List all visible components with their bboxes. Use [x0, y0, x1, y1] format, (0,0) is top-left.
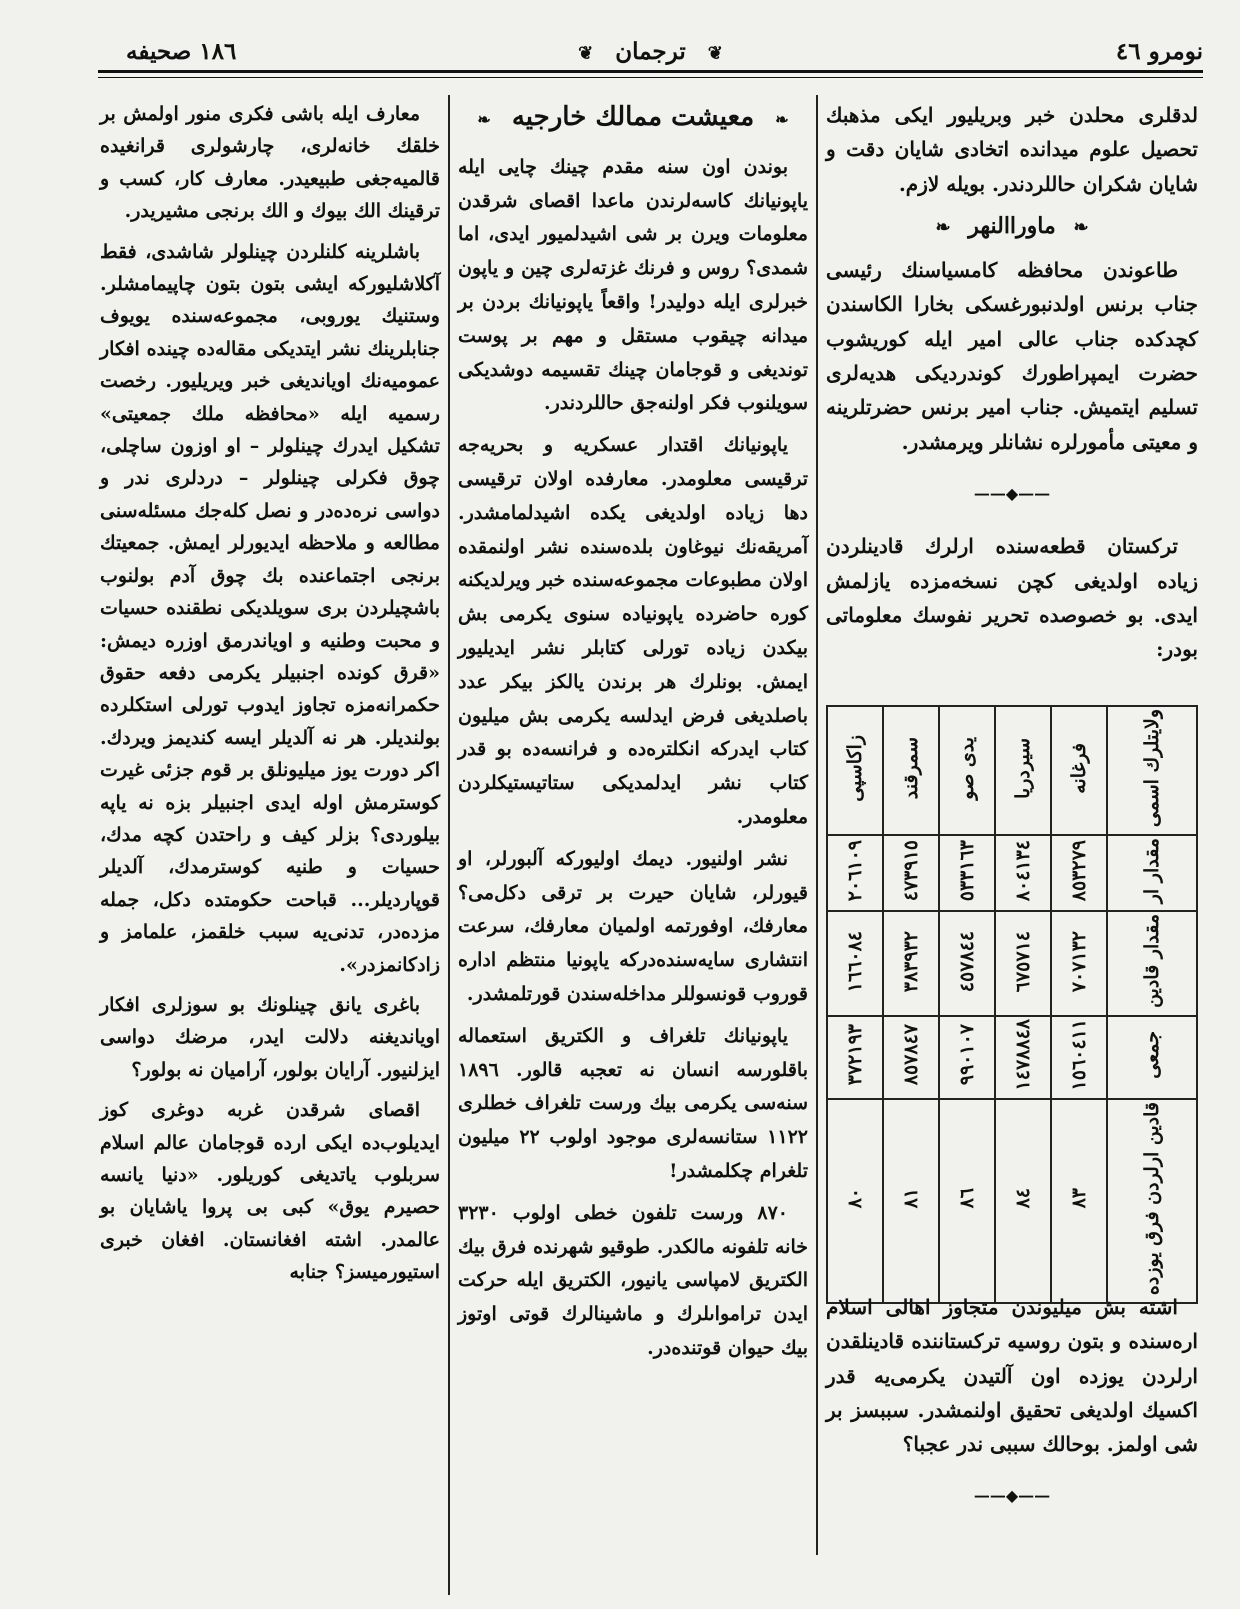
table-row	[827, 1016, 1197, 1098]
separator: ——◆——	[973, 483, 1051, 503]
table-cell: ١٥٦٠٤١١	[1051, 1016, 1107, 1098]
table-cell: ٩٩٠١٠٧	[939, 1016, 995, 1098]
table-header-cell: قادین ارلردن فرق یوزده	[1107, 1099, 1197, 1303]
ornament-icon: ❦	[707, 43, 723, 64]
table-header-cell: مقدار قادین	[1107, 911, 1197, 1016]
paragraph: بوندن اون سنه مقدم چینك چایی ایله یاپونیانك کاسه‌لرندن ماعدا اقصای شرقدن معلومات ویرن بر شی اشیدلمیور ایدی، اما شمدی؟ روس و فرنك غزته‌لری چین و یاپون خبرلری ایله دولیدر! واقعاً یاپونیانك بردن بر میدانه چیقوب مستقل و مهم بر پوست توندیغی و قوجامان چینك تقسیمه دوشدیکی سویلنوب فکر اولنه‌جق حاللردندر.	[458, 155, 808, 415]
table-cell: ٤٥٧٨٤٤	[939, 911, 995, 1016]
paragraph: یاپونیانك تلغراف و الکتریق استعماله باقلورسه انسان نه تعجبه قالور. ١٨٩٦ سنه‌سی یکرمی بیك ورست تلغراف خطلری ١١٢٢ ستانسه‌لری موجود اولوب ٢٢ میلیون تلغرام چکلمشدر!	[458, 1024, 808, 1182]
table-cell: ٥٣٣١٦٣	[939, 835, 995, 911]
paragraph: معارف ایله باشی فکری منور اولمش بر خلقك خانه‌لری، چارشولری قرانغیده قالمیه‌جغی طبیعیدر. معارف کار، کسب و ترقینك الك بیوك و الك برنجی مشیریدر.	[100, 103, 440, 223]
table-header-cell: جمعی	[1107, 1016, 1197, 1098]
paragraph: ترکستان قطعه‌سنده ارلرك قادینلردن زیاده اولدیغی کچن نسخه‌مزده یازلمش ایدی. بو خصوصده تحریر نفوسك معلوماتی بودر:	[826, 534, 1198, 662]
table-cell: ١٤٧٨٨٤٨	[995, 1016, 1051, 1098]
page-header	[98, 30, 1203, 70]
ornament-icon: ❧	[1073, 216, 1089, 238]
ornament-icon: ❧	[935, 216, 951, 238]
issue-number: نومرو ٤٦	[1115, 38, 1203, 65]
table-cell: فرغانه	[1051, 706, 1107, 835]
table-cell: ٦٧٥٧١٤	[995, 911, 1051, 1016]
table-cell: ٢٠٦١٠٩	[827, 835, 883, 911]
table-cell: ٧٠٧١٣٢	[1051, 911, 1107, 1016]
table-row	[827, 835, 1197, 911]
table-cell: ٨٣	[1051, 1099, 1107, 1303]
paragraph: نشر اولنیور. دیمك اولیورکه آلبورلر، او قیورلر، شایان حیرت بر ترقی دکل‌می؟ معارفك، اوفورتمه اولمیان معارفك، سرعت انتشاری سایه‌سنده‌درکه یاپونیا منتظم اداره قوروب قونسوللر مداخله‌سندن قورتلمشدر.	[458, 847, 808, 1005]
paragraph: اقصای شرقدن غربه دوغری کوز ایدیلوب‌ده ایکی ارده قوجامان عالم اسلام سربلوب یاتدیغی کوریلور. «دنیا یانسه حصیرم یوق» کبی بی پروا یاشایان بو عالمدر. اشته افغانستان. افغان خبری استیورمیسز؟ جنابه	[100, 1099, 440, 1284]
paragraph: باشلرینه کلنلردن چینلولر شاشدی، فقط آکلاشلیورکه ایشی بتون بتون چاپیمامشلر. وستنیك یوروبی، مجموعه‌سنده یویوف جنابلرینك نشر ایتدیکی مقاله‌ده چینده افکار عمومیه‌نك اویاندیغی خبر ویریلیور. رخصت رسمیه ایله «محافظه ملك جمعیتی» تشکیل ایدرك چینلولر – او اوزون ساچلی، چوق فکرلی چینلولر – دردلری ندر و دواسی نره‌ده‌در و نصل کله‌جك مسئله‌سنی مطالعه و ملاحظه ایدیورلر ایمش. جمعیتك برنجی اجتماعنده بك چوق آدم بولنوب باشچیلردن بری سویلدیکی نطقنده حسیات و محبت وطنیه و اویاندرمق اوزره دیمش: «قرق کونده اجنبیلر یکرمی دفعه حقوق حکمرانه‌مزه تجاوز ایدوب تورلی استکلرده بولندیلر. هر نه آلدیلر ایسه کندیمز ویردك. اکر دورت یوز میلیونلق بر قوم جزئی غیرت کوسترمش اوله ایدی اجنبیلر بزه نه یاپه بیلوردی؟ بزلر کیف و راحتدن کچه مدك، حسیات و طنیه کوسترمدك، آلدیلر قوپاردیلر... قباحت حکومتده دکل، جمله مزده‌در، تدنی‌یه سبب خلقمز، علمامز و زادکانمزدر».	[100, 240, 440, 976]
column-middle	[458, 95, 808, 1374]
population-table	[826, 705, 1198, 1304]
masthead	[98, 38, 1203, 65]
table-cell: یدی صو	[939, 706, 995, 835]
table-cell: سمرقند	[883, 706, 939, 835]
header-rule	[98, 70, 1203, 73]
column-left	[100, 98, 440, 1297]
column-right	[826, 98, 1198, 674]
table-cell: ٨٥٣٢٧٩	[1051, 835, 1107, 911]
separator: ——◆——	[973, 1486, 1051, 1506]
table-row	[827, 911, 1197, 1016]
table-cell: ١٦٦٠٨٤	[827, 911, 883, 1016]
paragraph: باغری یانق چینلونك بو سوزلری افکار اویاندیغنه دلالت ایدر، مرضك دواسی ایزلنیور. آرایان بولور، آرامیان نه بولور؟	[100, 993, 440, 1081]
column-right-bottom	[826, 1290, 1198, 1532]
column-divider	[448, 95, 450, 1595]
table-row	[827, 1099, 1197, 1303]
ornament-icon: ❧	[477, 110, 491, 129]
paragraph: یاپونیانك اقتدار عسکریه و بحریه‌جه ترقیسی معلومدر. معارفده اولان ترقیسی دها زیاده اولدیغی یکده اشیدلمامشدر. آمریقه‌نك نیوغاون بلده‌سنده نشر اولنمقده اولان مطبوعات مجموعه‌سنده خبر ویرلدیکنه کوره حاضرده یاپونیاده سنوی یکرمی بش بیکدن زیاده تورلی کتابلر نشر ایدیلیور ایمش. بونلرك هر برندن یالکز بیکر عدد باصلدیغی فرض ایدلسه یکرمی بش میلیون کتاب ایدرکه انکلتره‌ده و فرانسه‌ده بو قدر کتاب نشر ایدلمدیکی ستاتیستیکلردن معلومدر.	[458, 434, 808, 828]
paragraph: اشته بش میلیوندن متجاوز اهالی اسلام اره‌سنده و بتون روسیه ترکستاننده قادینلقدن ارلردن یوزده اون آلتیدن یکرمی‌یه قدر اکسیك اولدیغی تحقیق اولنمشدر. سببسز بر شی اولمز. بوحالك سببی ندر عجبا؟	[826, 1295, 1198, 1457]
paragraph: لدقلری محلدن خبر وبریلیور ایکی مذهبك تحصیل علوم میدانده اتخادی شایان دقت و شایان شکران حاللردندر. بویله لازم.	[826, 103, 1198, 196]
table-row	[827, 706, 1197, 835]
table-header-cell: ولایتلرك اسمی	[1107, 706, 1197, 835]
article-title: معیشت ممالك خارجیه	[511, 102, 755, 132]
page-number: ١٨٦ صحيفه	[126, 38, 237, 65]
ornament-icon: ❦	[578, 43, 594, 64]
column-divider	[816, 95, 818, 1555]
paragraph: طاعوندن محافظه کامسیاسنك رئیسی جناب برنس اولدنبورغسکی بخارا الکاسندن کچدکده جناب عالی امیر ایله کوریشوب حضرت ایمپراطورك کوندردیکی هدیه‌لری تسلیم ایتمیش. جناب امیر برنس حضرتلرینه و معیتی مأمورلره نشانلر ویرمشدر.	[826, 258, 1198, 454]
table-cell: ٨١	[883, 1099, 939, 1303]
ornament-icon: ❧	[775, 110, 789, 129]
table-cell: ٣٨٣٩٣٢	[883, 911, 939, 1016]
paragraph: ٨٧٠ ورست تلفون خطی اولوب ٣٢٣٠ خانه تلفونه مالکدر. طوقیو شهرنده فرق بیك الکتریق لامپاسی یانیور، الکتریق ایله حرکت ایدن ترامواىلرك و ماشینالرك قوتی اوتوز بیك حیوان قوتنده‌در.	[458, 1201, 808, 1359]
article-heading	[458, 101, 808, 137]
header-rule-thin	[98, 77, 1203, 78]
table-cell: ٨٠٤١٣٤	[995, 835, 1051, 911]
table-cell: ٨٤	[995, 1099, 1051, 1303]
table-cell: ٨٥٧٨٤٧	[883, 1016, 939, 1098]
section-heading	[826, 209, 1198, 245]
table-cell: ٤٧٣٩١٥	[883, 835, 939, 911]
table-cell: زاکاسپی	[827, 706, 883, 835]
table-cell: ٨٠	[827, 1099, 883, 1303]
table-cell: سیردریا	[995, 706, 1051, 835]
table-header-cell: مقدار ار	[1107, 835, 1197, 911]
section-title: ماوراالنهر	[968, 212, 1056, 239]
newspaper-title: ترجمان	[615, 38, 686, 65]
table-cell: ٨٦	[939, 1099, 995, 1303]
table-cell: ٣٧٢١٩٣	[827, 1016, 883, 1098]
